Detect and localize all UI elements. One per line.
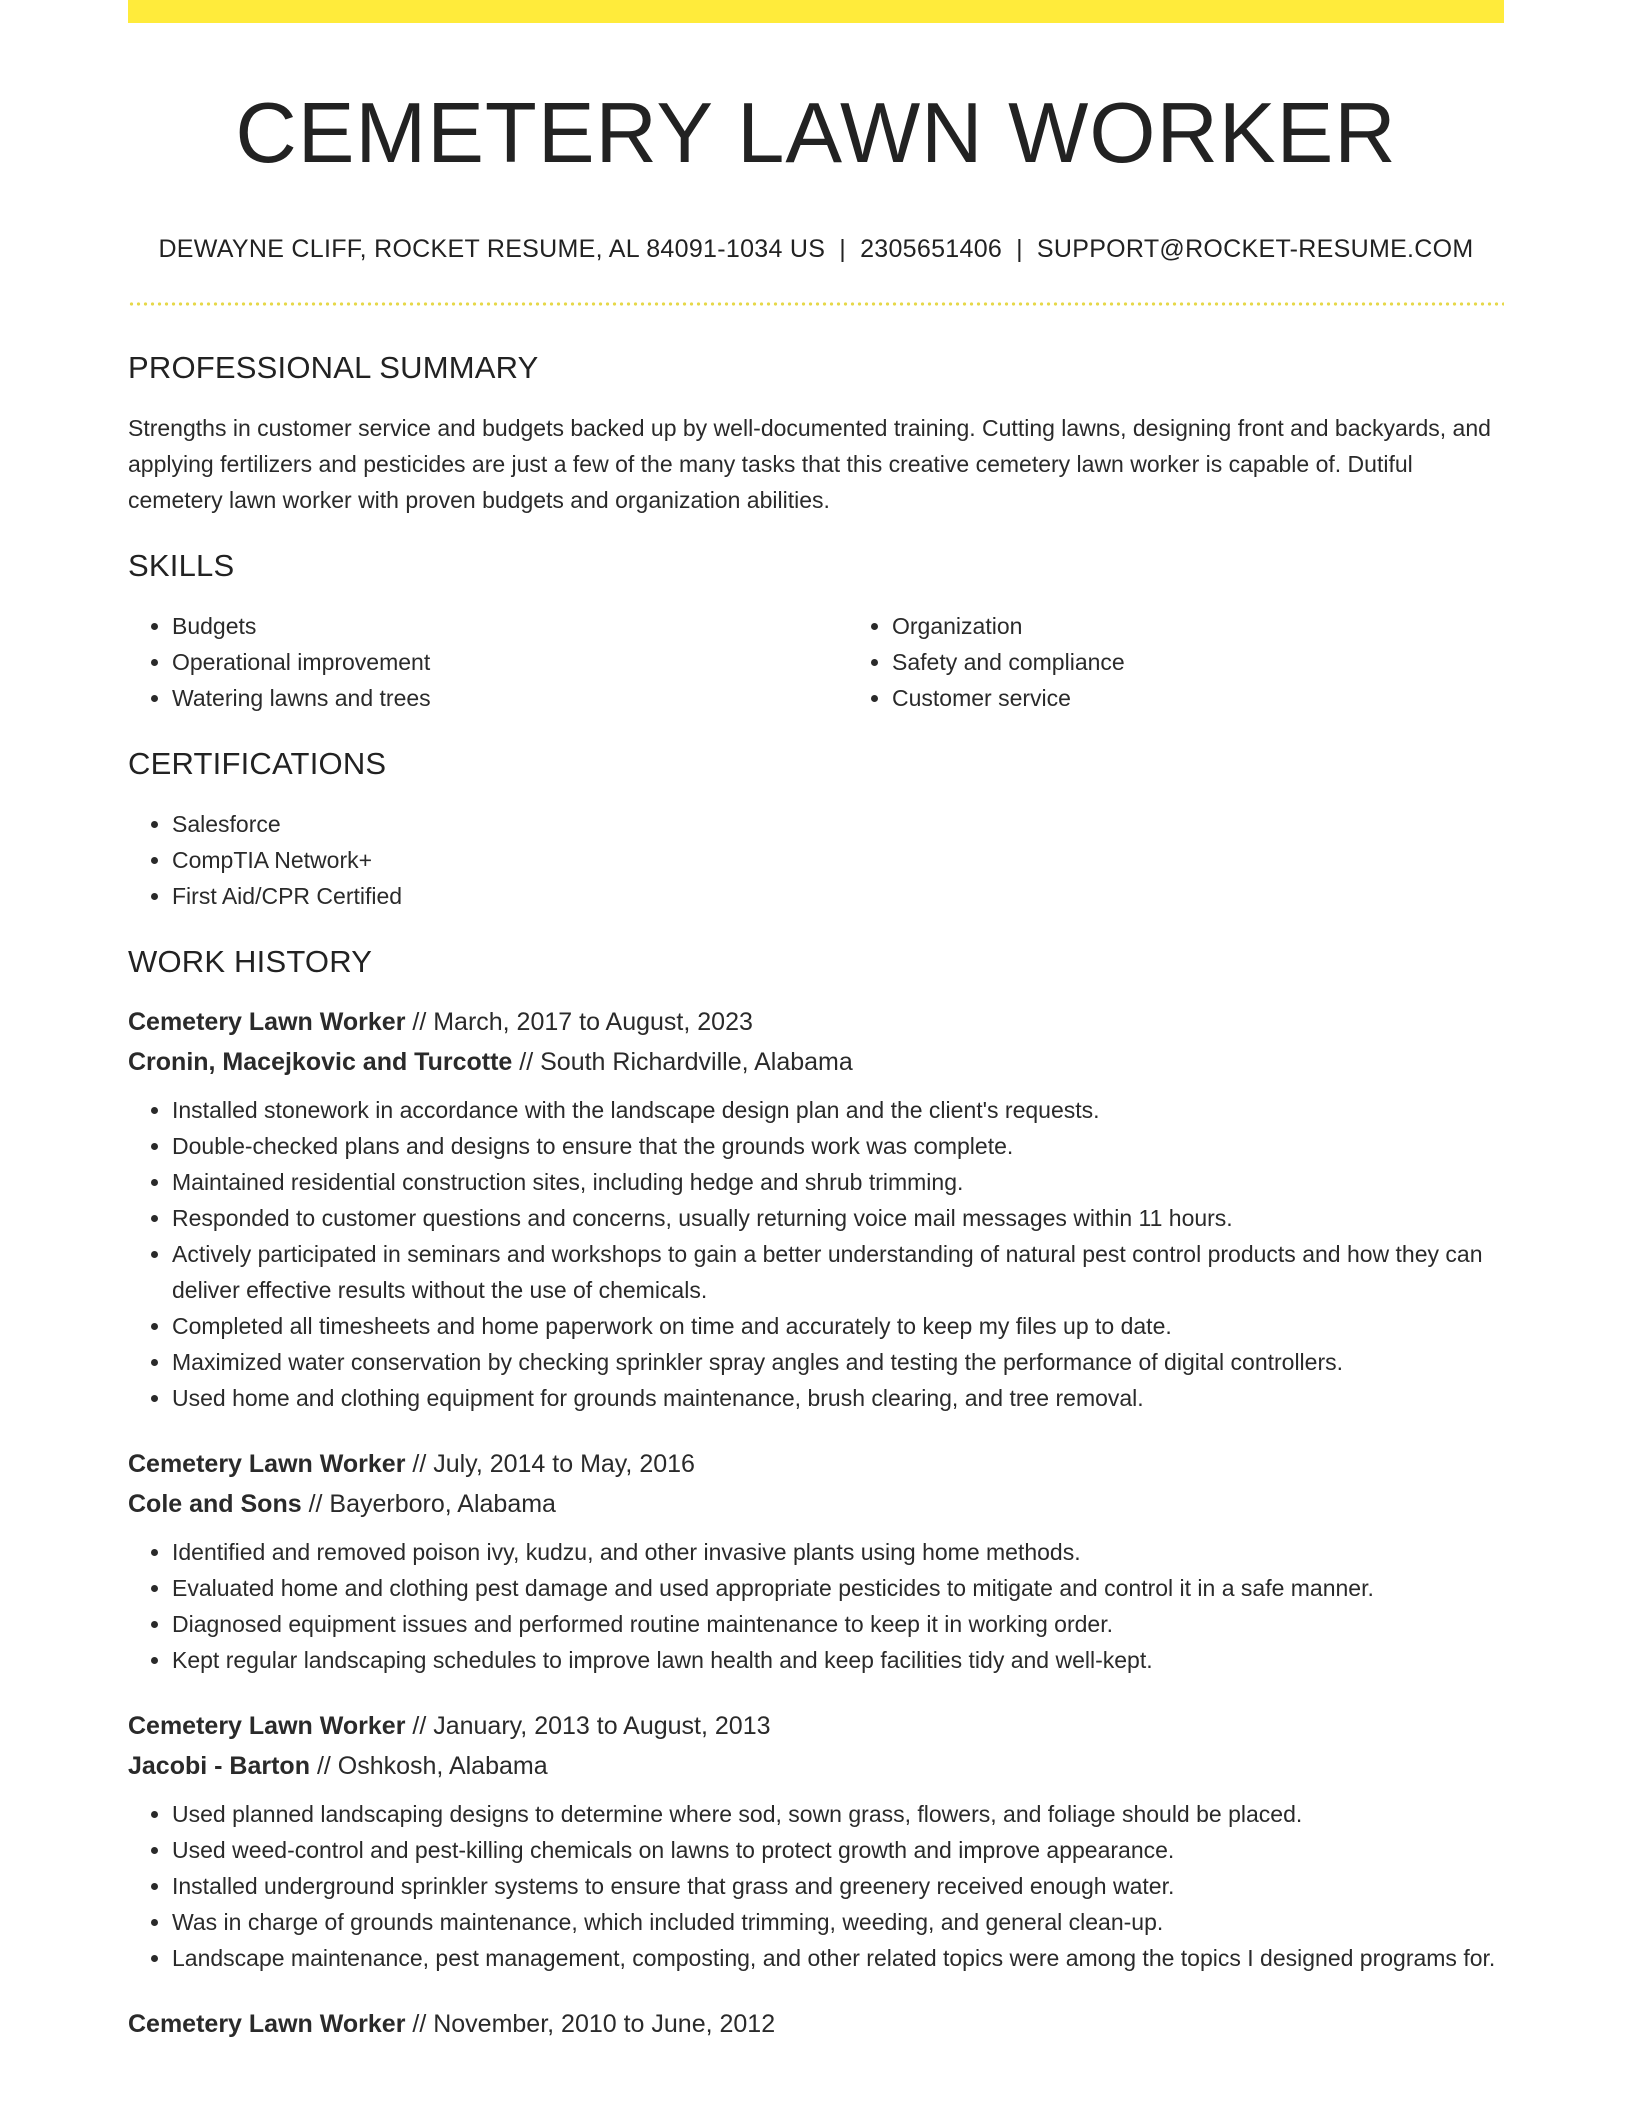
skills-column-right	[848, 608, 1532, 716]
summary-text: Strengths in customer service and budgets backed up by well-documented training. Cutting lawns, designing front and backyards, and applying fertilizers and pesticides are just a few of the many tasks that this creative cemetery lawn worker is capable of. Dutiful cemetery lawn worker with proven budgets and organization abilities.	[128, 415, 1491, 513]
job-bullet: • Landscape maintenance, pest management, composting, and other related topics were among the topics I designed programs for.	[172, 1940, 1504, 1976]
skill-item: • Safety and compliance	[892, 644, 1532, 680]
certifications-heading: CERTIFICATIONS	[128, 746, 387, 781]
skill-item: • Budgets	[172, 608, 852, 644]
certification-item: • First Aid/CPR Certified	[172, 878, 1504, 914]
job-bullet: • Installed stonework in accordance with the landscape design plan and the client's requests.	[172, 1092, 1504, 1128]
contact-phone: 2305651406	[860, 235, 1003, 263]
accent-bar	[128, 0, 1504, 23]
skills-heading: SKILLS	[128, 548, 235, 583]
contact-separator: |	[839, 235, 847, 263]
job-company-line	[128, 1484, 1504, 1524]
job-bullet: • Used planned landscaping designs to determine where sod, sown grass, flowers, and foliage should be placed.	[172, 1796, 1504, 1832]
contact-email: SUPPORT@ROCKET-RESUME.COM	[1036, 235, 1474, 263]
job-entry	[128, 1706, 1504, 1976]
skill-item: • Customer service	[892, 680, 1532, 716]
job-entry	[128, 1444, 1504, 1678]
job-bullet: • Responded to customer questions and concerns, usually returning voice mail messages within 11 hours.	[172, 1200, 1504, 1236]
job-title-line	[128, 1706, 1504, 1746]
job-dates: // November, 2010 to June, 2012	[412, 2010, 776, 2038]
skill-item: • Operational improvement	[172, 644, 852, 680]
job-bullets	[128, 1092, 1504, 1416]
job-bullet: • Evaluated home and clothing pest damage and used appropriate pesticides to mitigate and control it in a safe manner.	[172, 1570, 1504, 1606]
skill-item: • Watering lawns and trees	[172, 680, 852, 716]
job-company: Cole and Sons	[128, 1490, 302, 1518]
job-bullet: • Kept regular landscaping schedules to improve lawn health and keep facilities tidy and well-kept.	[172, 1642, 1504, 1678]
job-bullet: • Used home and clothing equipment for grounds maintenance, brush clearing, and tree removal.	[172, 1380, 1504, 1416]
job-bullet: • Identified and removed poison ivy, kudzu, and other invasive plants using home methods.	[172, 1534, 1504, 1570]
job-bullet: • Completed all timesheets and home paperwork on time and accurately to keep my files up to date.	[172, 1308, 1504, 1344]
job-bullets	[128, 1796, 1504, 1976]
job-entry	[128, 2004, 1504, 2044]
job-location: // Bayerboro, Alabama	[308, 1490, 556, 1518]
certification-item: • Salesforce	[172, 806, 1504, 842]
job-bullet: • Diagnosed equipment issues and performed routine maintenance to keep it in working order.	[172, 1606, 1504, 1642]
job-company: Cronin, Macejkovic and Turcotte	[128, 1048, 513, 1076]
contact-separator: |	[1016, 235, 1023, 263]
resume-title: CEMETERY LAWN WORKER	[235, 86, 1397, 181]
job-bullet: • Installed underground sprinkler systems to ensure that grass and greenery received enough water.	[172, 1868, 1504, 1904]
contact-address: DEWAYNE CLIFF, ROCKET RESUME, AL 84091-1034 US	[158, 235, 826, 263]
job-bullet: • Maximized water conservation by checking sprinkler spray angles and testing the performance of digital controllers.	[172, 1344, 1504, 1380]
job-dates: // July, 2014 to May, 2016	[412, 1450, 695, 1478]
certifications-list	[128, 806, 1504, 914]
job-location: // South Richardville, Alabama	[519, 1048, 853, 1076]
job-bullet: • Actively participated in seminars and workshops to gain a better understanding of natural pest control products and how they can deliver effective results without the use of chemicals.	[172, 1236, 1504, 1308]
skill-item: • Organization	[892, 608, 1532, 644]
job-location: // Oshkosh, Alabama	[316, 1752, 548, 1780]
job-entry	[128, 1002, 1504, 1416]
job-title: Cemetery Lawn Worker	[128, 1712, 406, 1740]
job-bullets	[128, 1534, 1504, 1678]
job-bullet: • Was in charge of grounds maintenance, which included trimming, weeding, and general clean-up.	[172, 1904, 1504, 1940]
certification-item: • CompTIA Network+	[172, 842, 1504, 878]
job-dates: // March, 2017 to August, 2023	[412, 1008, 753, 1036]
contact-line	[128, 235, 1504, 264]
job-company-line	[128, 1746, 1504, 1786]
dotted-divider	[128, 302, 1504, 306]
job-title-line	[128, 2004, 1504, 2044]
job-bullet: • Maintained residential construction sites, including hedge and shrub trimming.	[172, 1164, 1504, 1200]
job-bullet: • Used weed-control and pest-killing chemicals on lawns to protect growth and improve appearance.	[172, 1832, 1504, 1868]
job-company-line	[128, 1042, 1504, 1082]
work-history-heading: WORK HISTORY	[128, 944, 373, 979]
skills-list	[128, 584, 1504, 716]
job-dates: // January, 2013 to August, 2013	[412, 1712, 771, 1740]
job-title: Cemetery Lawn Worker	[128, 2010, 406, 2038]
job-title-line	[128, 1002, 1504, 1042]
resume-page	[128, 0, 1504, 2044]
job-bullet: • Double-checked plans and designs to ensure that the grounds work was complete.	[172, 1128, 1504, 1164]
job-title: Cemetery Lawn Worker	[128, 1008, 406, 1036]
summary-heading: PROFESSIONAL SUMMARY	[128, 350, 539, 385]
job-company: Jacobi - Barton	[128, 1752, 310, 1780]
skills-column-left	[128, 608, 852, 716]
job-title: Cemetery Lawn Worker	[128, 1450, 406, 1478]
job-title-line	[128, 1444, 1504, 1484]
